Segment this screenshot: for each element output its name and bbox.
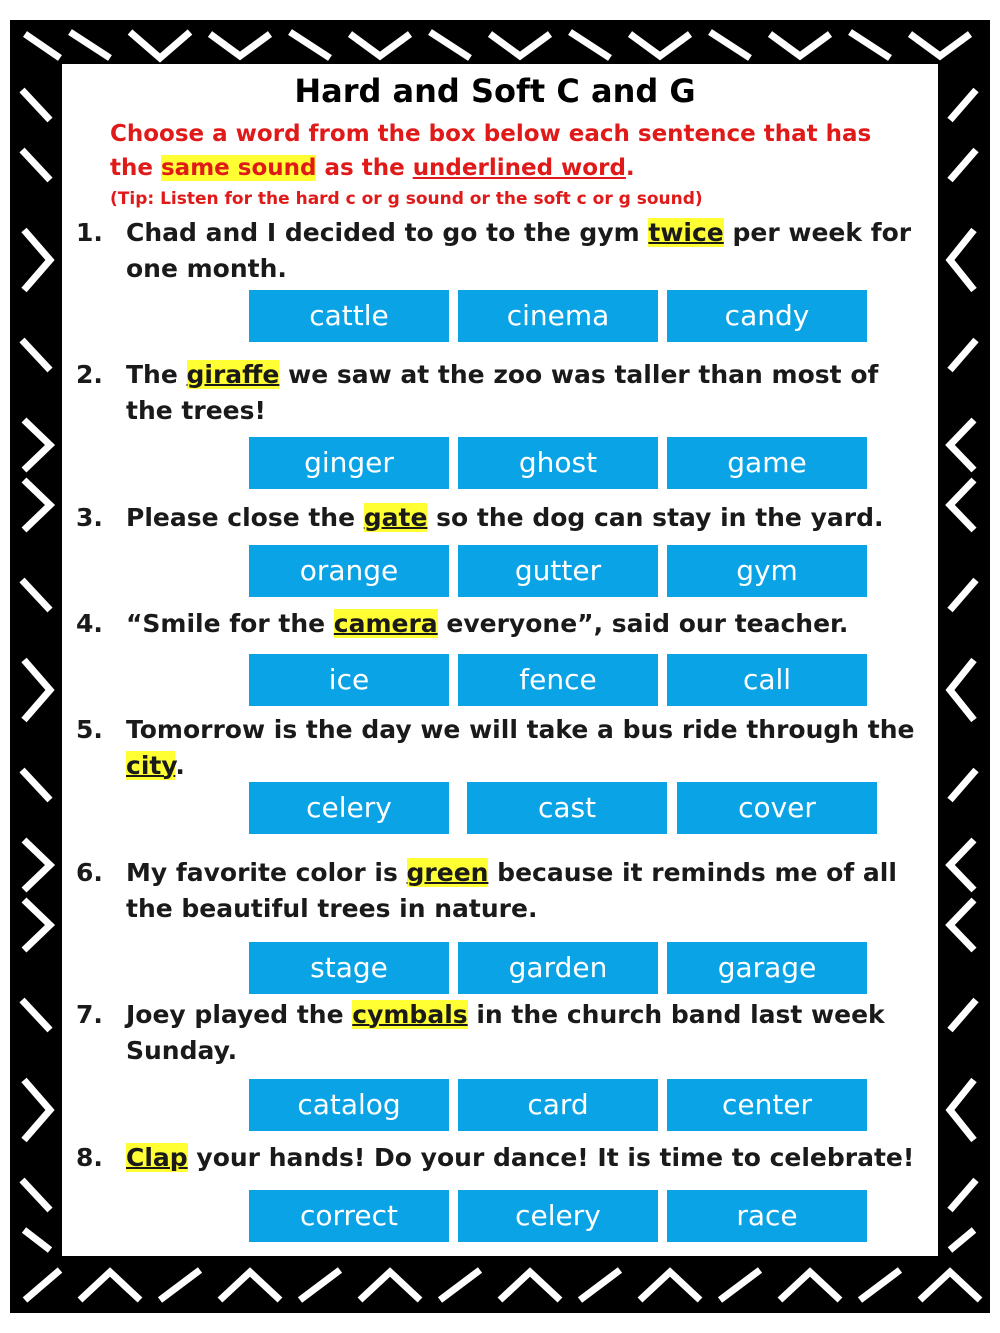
question-text-before: Joey played the [126,1000,353,1029]
question-text-before: My favorite color is [126,858,407,887]
question-text-after: per week for one month. [126,218,912,283]
answer-option-button[interactable]: center [667,1079,867,1131]
instruction-text: Choose a word from the box below each sentence that has the [110,121,872,181]
underlined-keyword: twice [648,218,724,247]
answer-option-button[interactable]: fence [458,654,658,706]
underlined-keyword: Clap [126,1143,188,1172]
question-text-after: your hands! Do your dance! It is time to celebrate! [187,1143,915,1172]
underlined-keyword: city [126,751,176,780]
answer-option-button[interactable]: garden [458,942,658,994]
instruction-underlined: underlined word [412,155,626,181]
question-number: 1. [76,218,103,247]
answer-option-button[interactable]: call [667,654,867,706]
answer-option-button[interactable]: celery [458,1190,658,1242]
answer-option-button[interactable]: race [667,1190,867,1242]
answer-option-button[interactable]: candy [667,290,867,342]
question-text [126,215,921,287]
question-text [126,855,921,927]
question-text-after: because it reminds me of all the beautiful trees in nature. [126,858,897,923]
answer-option-button[interactable]: catalog [249,1079,449,1131]
question-text-before: Please close the [126,503,364,532]
question-text-after: so the dog can stay in the yard. [427,503,884,532]
question-text [126,357,921,429]
question-text-after: we saw at the zoo was taller than most of the trees! [126,360,879,425]
question-number: 6. [76,858,103,887]
question-text-after: everyone”, said our teacher. [437,609,849,638]
question-number: 8. [76,1143,103,1172]
instructions [110,117,910,185]
answer-option-button[interactable]: card [458,1079,658,1131]
tip-text: (Tip: Listen for the hard c or g sound or the soft c or g sound) [110,189,703,209]
answer-option-button[interactable]: cast [467,782,667,834]
answer-option-button[interactable]: gutter [458,545,658,597]
answer-option-button[interactable]: celery [249,782,449,834]
answer-option-button[interactable]: cinema [458,290,658,342]
question-text [126,997,921,1069]
answer-option-button[interactable]: ghost [458,437,658,489]
question-text-before: Chad and I decided to go to the gym [126,218,649,247]
question-text-after: in the church band last week Sunday. [126,1000,885,1065]
answer-option-button[interactable]: orange [249,545,449,597]
question-number: 3. [76,503,103,532]
question-number: 4. [76,609,103,638]
question-text-after: . [175,751,185,780]
question-number: 7. [76,1000,103,1029]
answer-option-button[interactable]: ginger [249,437,449,489]
question-number: 5. [76,715,103,744]
instruction-text: . [625,155,635,181]
answer-option-button[interactable]: gym [667,545,867,597]
answer-option-button[interactable]: garage [667,942,867,994]
instruction-highlight: same sound [160,155,317,181]
underlined-keyword: giraffe [186,360,280,389]
worksheet-title: Hard and Soft C and G [294,72,696,110]
underlined-keyword: green [406,858,489,887]
underlined-keyword: camera [333,609,438,638]
answer-option-button[interactable]: ice [249,654,449,706]
answer-option-button[interactable]: cover [677,782,877,834]
answer-option-button[interactable]: stage [249,942,449,994]
answer-option-button[interactable]: correct [249,1190,449,1242]
question-text [126,606,921,642]
answer-option-button[interactable]: cattle [249,290,449,342]
question-text-before: Tomorrow is the day we will take a bus ride through the [126,715,915,744]
underlined-keyword: cymbals [352,1000,468,1029]
question-text [126,712,921,784]
question-text [126,500,921,536]
question-text [126,1140,921,1176]
instruction-text: as the [316,155,413,181]
question-number: 2. [76,360,103,389]
underlined-keyword: gate [363,503,428,532]
question-text-before: The [126,360,187,389]
question-text-before: “Smile for the [126,609,334,638]
answer-option-button[interactable]: game [667,437,867,489]
